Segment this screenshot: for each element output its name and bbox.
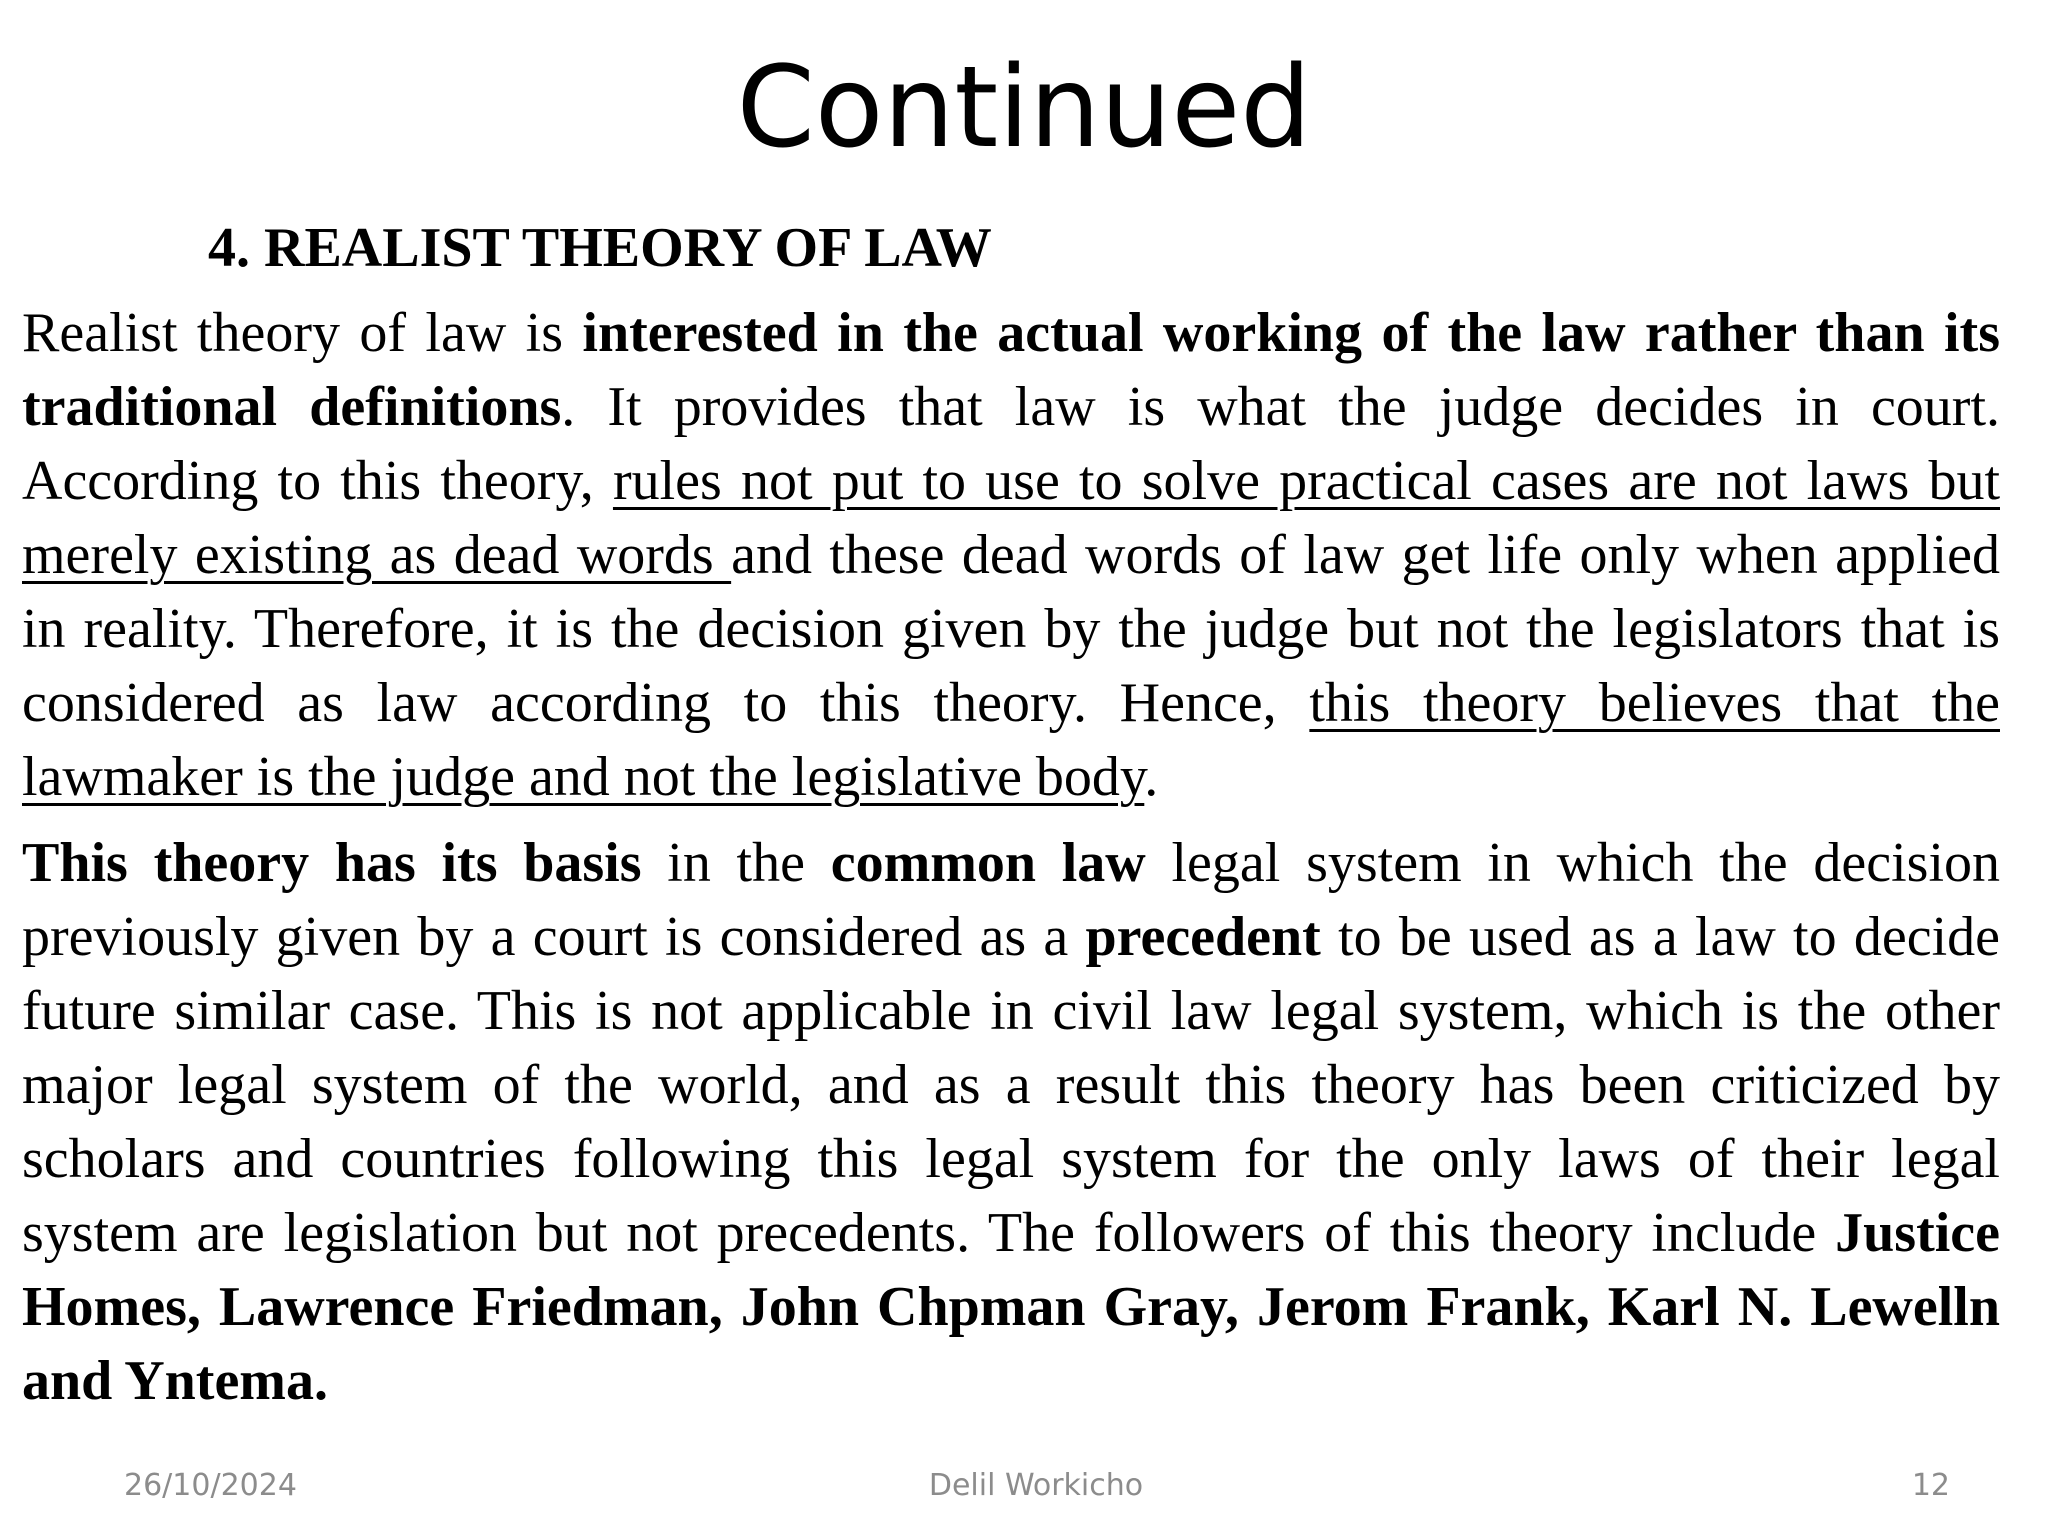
p1-text-4: .: [1144, 746, 1159, 808]
paragraph-realist-definition: [22, 296, 2000, 814]
p2-text-2: legal system in which the decision previously given by a court is considered as a: [22, 832, 2001, 968]
p1-underline-dead-words: rules not put to use to solve practical cases are not laws but merely existing as dead words: [22, 450, 2000, 586]
p1-text-3: and these dead words of law get life only when applied in reality. Therefore, it is the decision given by the judge but not the legislators that is considered as law according to this theory. Hence,: [22, 524, 2001, 734]
p2-bold-common-law: common law: [830, 832, 1146, 894]
footer-page-number: 12: [1911, 1468, 1950, 1503]
paragraph-common-law-basis: [22, 826, 2000, 1418]
footer-date: 26/10/2024: [124, 1468, 297, 1503]
p1-underline-lawmaker-judge: this theory believes that the lawmaker is the judge and not the legislative body: [22, 672, 2000, 808]
section-heading: 4. REALIST THEORY OF LAW: [208, 217, 992, 279]
p1-text-1: Realist theory of law is: [22, 302, 583, 364]
slide-title: Continued: [736, 43, 1312, 173]
p2-text-3: to be used as a law to decide future similar case. This is not applicable in civil law legal system, which is the other major legal system of the world, and as a result this theory has been criticized by scholars and countries following this legal system for the only laws of their legal system are legislation but not precedents. The followers of this theory include: [22, 906, 2001, 1264]
p2-bold-followers: Justice Homes, Lawrence Friedman, John Chpman Gray, Jerom Frank, Karl N. Lewelln and Yntema.: [22, 1202, 2000, 1412]
p2-bold-precedent: precedent: [1085, 906, 1321, 968]
p1-text-2: . It provides that law is what the judge decides in court. According to this theory,: [22, 376, 2001, 512]
p2-bold-basis: This theory has its basis: [22, 832, 642, 894]
p1-bold-actual-working: interested in the actual working of the law rather than its traditional definitions: [22, 302, 2000, 438]
footer-author: Delil Workicho: [928, 1468, 1144, 1503]
p2-text-1: in the: [641, 832, 831, 894]
